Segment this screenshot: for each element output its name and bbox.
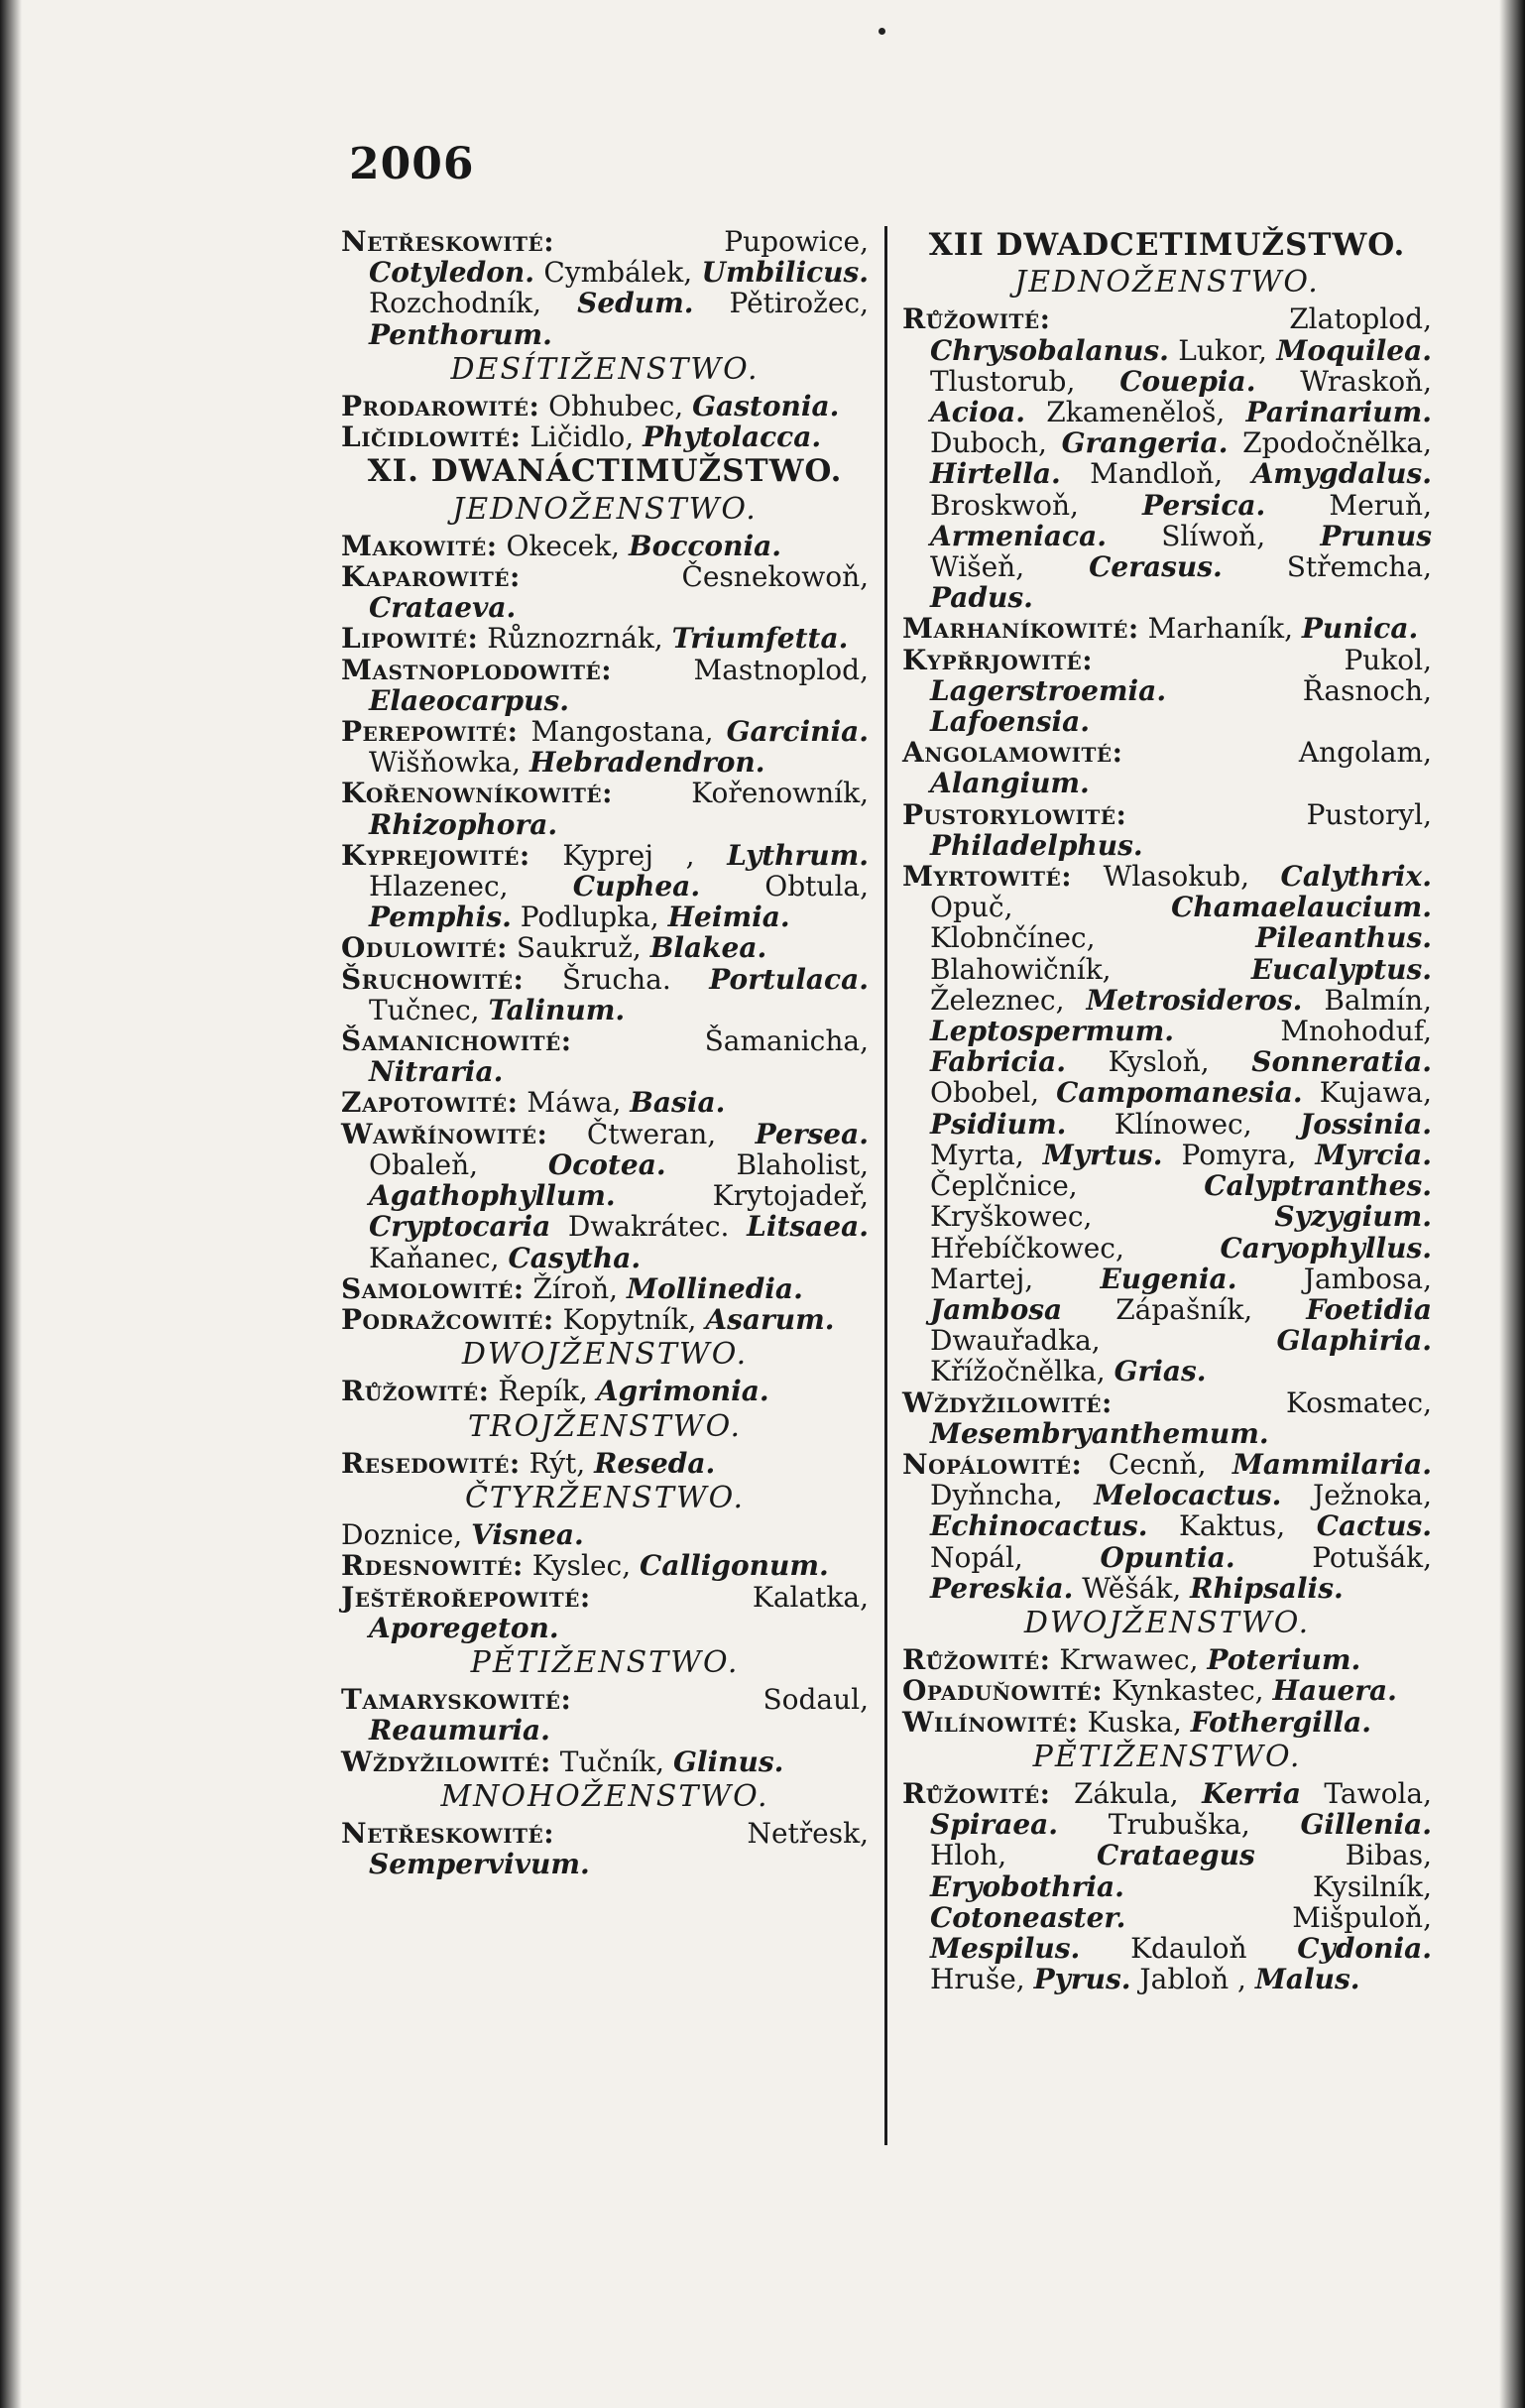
czech-text: Pukol,	[1093, 643, 1432, 676]
family-entry	[341, 716, 869, 778]
latin-genus: Crataegus	[1096, 1839, 1255, 1872]
latin-genus: Heimia.	[667, 901, 790, 934]
latin-genus: Basia.	[630, 1086, 726, 1120]
czech-text: Kosmatec,	[1112, 1385, 1432, 1419]
czech-text: Řasnoch,	[1166, 673, 1432, 707]
latin-genus: Sedum.	[577, 287, 694, 320]
latin-genus: Cerasus.	[1089, 550, 1223, 584]
latin-genus: Umbilicus.	[701, 256, 869, 290]
family-name: Wždyžilowité:	[902, 1385, 1113, 1419]
family-entry	[902, 1778, 1432, 1994]
czech-text: Myrta,	[930, 1138, 1043, 1171]
czech-text: Netřesk,	[554, 1816, 869, 1850]
family-entry	[902, 1707, 1432, 1738]
czech-text: Kuska,	[1078, 1705, 1191, 1739]
czech-text: Balmín,	[1302, 983, 1432, 1017]
czech-text: Kořenowník,	[612, 777, 869, 810]
latin-genus: Opuntia.	[1100, 1540, 1235, 1574]
latin-genus: Lagerstroemia.	[930, 673, 1167, 707]
latin-genus: Jambosa	[930, 1292, 1063, 1326]
czech-text: Blaholist,	[665, 1147, 869, 1181]
latin-genus: Cydonia.	[1297, 1931, 1432, 1965]
czech-text: Meruň,	[1265, 488, 1432, 522]
latin-genus: Casytha.	[508, 1241, 642, 1274]
family-entry	[341, 840, 869, 933]
czech-text: Obtula,	[700, 870, 869, 903]
family-name: Angolamowité:	[902, 736, 1123, 770]
czech-text: Hloh,	[930, 1839, 1097, 1872]
class-heading: XII DWADCETIMUŽSTWO.	[928, 227, 1406, 263]
latin-genus: Blakea.	[649, 931, 767, 965]
latin-genus: Pileanthus.	[1255, 921, 1432, 955]
latin-genus: Triumfetta.	[671, 622, 849, 656]
family-name: Tamaryskowité:	[341, 1683, 572, 1717]
family-name: Perepowité:	[341, 715, 519, 749]
czech-text: Kaňanec,	[369, 1241, 509, 1274]
czech-text: Blahowičník,	[930, 952, 1251, 986]
latin-genus: Glaphiria.	[1276, 1324, 1432, 1358]
order-heading: ČTYRŽENSTWO.	[464, 1480, 746, 1515]
latin-genus: Parinarium.	[1245, 396, 1432, 429]
family-name: Myrtowité:	[902, 860, 1073, 894]
czech-text: Kaktus,	[1147, 1509, 1317, 1543]
czech-text: Marhaník,	[1138, 612, 1302, 646]
latin-genus: Metrosideros.	[1086, 983, 1303, 1017]
czech-text: Kysilník,	[1123, 1869, 1432, 1903]
family-entry	[341, 655, 869, 716]
latin-genus: Syzygium.	[1274, 1200, 1432, 1234]
czech-text: Cecnň,	[1082, 1447, 1232, 1481]
latin-genus: Hauera.	[1272, 1674, 1397, 1708]
order-heading: TROJŽENSTWO.	[468, 1408, 742, 1444]
czech-text: Bibas,	[1254, 1839, 1432, 1872]
family-entry	[341, 1376, 869, 1406]
latin-genus: Reaumuria.	[369, 1714, 550, 1747]
family-name: Prodarowité:	[341, 390, 540, 423]
family-entry	[341, 561, 869, 623]
czech-text: Křížočnělka,	[930, 1355, 1114, 1388]
family-name: Wždyžilowité:	[341, 1745, 551, 1778]
order-heading: DWOJŽENSTWO.	[461, 1337, 749, 1373]
latin-genus: Crataeva.	[369, 591, 517, 625]
czech-text: Ličidlo,	[521, 421, 644, 454]
family-entry	[902, 303, 1432, 613]
czech-text: Pětirožec,	[693, 287, 869, 320]
family-name: Opaduňowité:	[902, 1674, 1104, 1708]
latin-genus: Elaeocarpus.	[369, 683, 570, 717]
latin-genus: Lafoensia.	[930, 705, 1091, 739]
latin-genus: Myrtus.	[1042, 1138, 1163, 1171]
family-entry	[341, 623, 869, 654]
czech-text: Kysloň,	[1066, 1045, 1252, 1079]
czech-text: Wlasokub,	[1072, 860, 1281, 894]
czech-text: Trubuška,	[1058, 1808, 1301, 1842]
latin-genus: Cuphea.	[572, 870, 701, 903]
order-heading: JEDNOŽENSTWO.	[452, 491, 758, 527]
latin-genus: Poterium.	[1207, 1643, 1361, 1677]
family-name: Netřeskowité:	[341, 225, 555, 258]
latin-genus: Hebradendron.	[528, 746, 765, 780]
right-column	[902, 226, 1432, 1994]
latin-genus: Reseda.	[594, 1446, 716, 1480]
family-name: Kypřrjowité:	[902, 643, 1094, 676]
czech-text: Krwawec,	[1050, 1643, 1208, 1677]
left-column	[341, 226, 869, 1879]
czech-text: Různozrnák,	[478, 622, 672, 656]
czech-text: Podlupka,	[511, 901, 668, 934]
latin-genus: Penthorum.	[369, 317, 552, 351]
czech-text: Krytojadeř,	[615, 1179, 869, 1213]
latin-genus: Glinus.	[672, 1745, 784, 1778]
latin-genus: Ocotea.	[547, 1147, 666, 1181]
czech-text: Kryškowec,	[930, 1200, 1275, 1234]
czech-text: Železnec,	[930, 983, 1087, 1017]
order-heading: MNOHOŽENSTWO.	[440, 1778, 769, 1814]
family-entry	[341, 1448, 869, 1479]
latin-genus: Pemphis.	[369, 901, 512, 934]
czech-text: Mišpuloň,	[1125, 1900, 1432, 1934]
family-name: Podražcowité:	[341, 1302, 554, 1336]
czech-text: Zkameněloš,	[1024, 396, 1246, 429]
czech-text: Martej,	[930, 1262, 1101, 1295]
family-name: Zapotowité:	[341, 1086, 519, 1120]
latin-genus: Alangium.	[930, 767, 1090, 800]
latin-genus: Cactus.	[1316, 1509, 1432, 1543]
czech-text: Potušák,	[1234, 1540, 1432, 1574]
latin-genus: Calythrix.	[1280, 860, 1432, 894]
czech-text: Pomyra,	[1162, 1138, 1316, 1171]
family-entry	[341, 1550, 869, 1581]
czech-text: Tučník,	[550, 1745, 673, 1778]
czech-text: Čtweran,	[547, 1117, 756, 1150]
latin-genus: Phytolacca.	[643, 421, 822, 454]
czech-text: Čeplčnice,	[930, 1169, 1205, 1203]
czech-text: Tlustorub,	[930, 364, 1120, 398]
family-name: Kyprejowité:	[341, 838, 530, 872]
family-name: Samolowité:	[341, 1271, 525, 1305]
czech-text: Saukruž,	[507, 931, 650, 965]
family-name: Šruchowité:	[341, 962, 525, 996]
czech-text: Hřebíčkowec,	[930, 1231, 1221, 1264]
latin-genus: Eugenia.	[1100, 1262, 1237, 1295]
czech-text: Rýt,	[520, 1446, 595, 1480]
czech-text: Mangostana,	[518, 715, 727, 749]
latin-genus: Aporegeton.	[369, 1611, 559, 1644]
czech-text: Sodaul,	[571, 1683, 869, 1717]
latin-genus: Grias.	[1114, 1355, 1207, 1388]
czech-text: Kujawa,	[1302, 1076, 1432, 1110]
latin-genus: Visnea.	[471, 1518, 584, 1552]
latin-genus: Gillenia.	[1300, 1808, 1432, 1842]
family-entry	[902, 799, 1432, 861]
family-entry	[902, 861, 1432, 1386]
czech-text: Okecek,	[497, 529, 629, 562]
czech-text: Zákula,	[1050, 1776, 1203, 1810]
latin-genus: Fabricia.	[930, 1045, 1067, 1079]
czech-text: Slíwoň,	[1107, 519, 1321, 552]
czech-text: Tučnec,	[369, 993, 489, 1026]
czech-text: Klínowec,	[1066, 1107, 1301, 1141]
latin-genus: Hirtella.	[930, 457, 1061, 491]
latin-genus: Rhizophora.	[369, 807, 558, 841]
czech-text: Nopál,	[930, 1540, 1101, 1574]
czech-text: Mnohoduf,	[1173, 1015, 1432, 1048]
family-entry	[902, 1644, 1432, 1675]
czech-text: Střemcha,	[1222, 550, 1432, 584]
family-entry	[341, 1818, 869, 1879]
latin-genus: Psidium.	[930, 1107, 1067, 1141]
family-name: Kořenowníkowité:	[341, 777, 613, 810]
czech-text: Wišňowka,	[369, 746, 529, 780]
latin-genus: Punica.	[1301, 612, 1419, 646]
order-heading: PĚTIŽENSTWO.	[1032, 1739, 1302, 1774]
czech-text: Mastnoplod,	[612, 653, 869, 686]
family-name: Lipowité:	[341, 622, 479, 656]
ink-dot	[879, 28, 885, 35]
family-name: Makowité:	[341, 529, 498, 562]
latin-genus: Echinocactus.	[930, 1509, 1148, 1543]
latin-genus: Amygdalus.	[1251, 457, 1432, 491]
column-divider	[884, 226, 887, 2145]
latin-genus: Talinum.	[488, 993, 626, 1026]
latin-genus: Litsaea.	[747, 1210, 869, 1244]
latin-genus: Campomanesia.	[1056, 1076, 1303, 1110]
order-heading: PĚTIŽENSTWO.	[470, 1644, 740, 1680]
czech-text: Dwauřadka,	[930, 1324, 1277, 1358]
czech-text: Máwa,	[518, 1086, 631, 1120]
czech-text: Zlatoplod,	[1050, 302, 1432, 336]
czech-text: Hruše,	[930, 1963, 1034, 1996]
czech-text: Wěšák,	[1073, 1571, 1191, 1605]
family-entry	[341, 1582, 869, 1643]
family-entry	[341, 1684, 869, 1746]
family-name: Marhaníkowité:	[902, 612, 1139, 646]
latin-genus: Moquilea.	[1276, 333, 1432, 367]
family-name: Netřeskowité:	[341, 1816, 555, 1850]
family-name: Resedowité:	[341, 1446, 521, 1480]
czech-text: Kalatka,	[590, 1580, 869, 1614]
latin-genus: Myrcia.	[1315, 1138, 1432, 1171]
latin-genus: Prunus	[1320, 519, 1432, 552]
latin-genus: Kerria	[1202, 1776, 1301, 1810]
family-name: Růžowité:	[902, 1643, 1051, 1677]
family-entry	[341, 1119, 869, 1273]
latin-genus: Sonneratia.	[1251, 1045, 1432, 1079]
family-name: Šamanichowité:	[341, 1024, 572, 1058]
czech-text: Zpodočnělka,	[1228, 426, 1432, 460]
family-name: Wilínowité:	[902, 1705, 1079, 1739]
czech-text: Kyprej ,	[529, 838, 728, 872]
latin-genus: Lythrum.	[727, 838, 869, 872]
latin-genus: Gastonia.	[692, 390, 840, 423]
czech-text: Pustoryl,	[1126, 797, 1432, 831]
family-entry	[341, 226, 869, 350]
czech-text: Pupowice,	[554, 225, 869, 258]
latin-genus: Mesembryanthemum.	[930, 1416, 1269, 1450]
latin-genus: Mollinedia.	[626, 1271, 803, 1305]
latin-genus: Malus.	[1254, 1963, 1360, 1996]
family-entry	[341, 1519, 869, 1550]
family-name: Růžowité:	[341, 1375, 490, 1408]
latin-genus: Sempervivum.	[369, 1848, 590, 1881]
family-entry	[902, 737, 1432, 798]
czech-text: Mandloň,	[1060, 457, 1252, 491]
latin-genus: Rhipsalis.	[1190, 1571, 1344, 1605]
czech-text: Jambosa,	[1236, 1262, 1432, 1295]
czech-text: Česnekowoň,	[520, 560, 869, 594]
latin-genus: Pereskia.	[930, 1571, 1074, 1605]
family-entry	[341, 391, 869, 421]
family-entry	[902, 1387, 1432, 1449]
latin-genus: Fothergilla.	[1190, 1705, 1372, 1739]
family-entry	[902, 645, 1432, 738]
czech-text: Dwakrátec.	[550, 1210, 748, 1244]
family-entry	[341, 1273, 869, 1304]
latin-genus: Mespilus.	[930, 1931, 1081, 1965]
family-entry	[341, 932, 869, 963]
latin-genus: Cryptocaria	[369, 1210, 551, 1244]
latin-genus: Eryobothria.	[930, 1869, 1124, 1903]
latin-genus: Garcinia.	[726, 715, 869, 749]
family-entry	[341, 1087, 869, 1118]
czech-text: Jabloň ,	[1130, 1963, 1255, 1996]
latin-genus: Pyrus.	[1033, 1963, 1131, 1996]
czech-text: Kyslec,	[523, 1549, 641, 1583]
latin-genus: Armeniaca.	[930, 519, 1107, 552]
czech-text: Žíroň,	[524, 1271, 627, 1305]
czech-text: Kopytník,	[553, 1302, 706, 1336]
latin-genus: Grangeria.	[1061, 426, 1229, 460]
czech-text: Obobel,	[930, 1076, 1057, 1110]
czech-text: Hlazenec,	[369, 870, 573, 903]
latin-genus: Jossinia.	[1300, 1107, 1432, 1141]
latin-genus: Agrimonia.	[596, 1375, 769, 1408]
family-entry	[341, 531, 869, 561]
latin-genus: Cotyledon.	[369, 256, 534, 290]
latin-genus: Philadelphus.	[930, 828, 1143, 862]
family-name: Nopálowité:	[902, 1447, 1083, 1481]
latin-genus: Caryophyllus.	[1220, 1231, 1432, 1264]
latin-genus: Bocconia.	[628, 529, 781, 562]
class-heading: XI. DWANÁCTIMUŽSTWO.	[367, 453, 843, 490]
family-name: Růžowité:	[902, 1776, 1051, 1810]
latin-genus: Acioa.	[930, 396, 1025, 429]
family-entry	[341, 421, 869, 452]
czech-text: Angolam,	[1122, 736, 1432, 770]
family-name: Rdesnowité:	[341, 1549, 524, 1583]
family-entry	[341, 1746, 869, 1777]
latin-genus: Padus.	[930, 581, 1033, 615]
latin-genus: Asarum.	[705, 1302, 835, 1336]
family-entry	[902, 1675, 1432, 1706]
latin-genus: Couepia.	[1119, 364, 1256, 398]
order-heading: DESÍTIŽENSTWO.	[450, 351, 760, 387]
czech-text: Kdauloň	[1080, 1931, 1298, 1965]
family-name: Mastnoplodowité:	[341, 653, 613, 686]
czech-text: Ježnoka,	[1281, 1479, 1432, 1512]
family-name: Kaparowité:	[341, 560, 521, 594]
czech-text: Klobnčínec,	[930, 921, 1256, 955]
latin-genus: Mammilaria.	[1232, 1447, 1432, 1481]
family-name: Ličidlowité:	[341, 421, 522, 454]
family-entry	[902, 1449, 1432, 1604]
czech-text: Kynkastec,	[1103, 1674, 1273, 1708]
family-entry	[341, 964, 869, 1025]
latin-genus: Spiraea.	[930, 1808, 1059, 1842]
latin-genus: Foetidia	[1306, 1292, 1432, 1326]
latin-genus: Chrysobalanus.	[930, 333, 1169, 367]
latin-genus: Chamaelaucium.	[1171, 891, 1432, 924]
latin-genus: Persica.	[1142, 488, 1266, 522]
family-name: Růžowité:	[902, 302, 1051, 336]
czech-text: Doznice,	[341, 1518, 472, 1552]
latin-genus: Nitraria.	[369, 1055, 504, 1089]
latin-genus: Melocactus.	[1094, 1479, 1282, 1512]
latin-genus: Calyptranthes.	[1204, 1169, 1432, 1203]
family-name: Wawřínowité:	[341, 1117, 548, 1150]
latin-genus: Persea.	[755, 1117, 869, 1150]
family-entry	[902, 613, 1432, 644]
czech-text: Duboch,	[930, 426, 1062, 460]
family-name: Ještěrořepowité:	[341, 1580, 591, 1614]
latin-genus: Portulaca.	[709, 962, 869, 996]
czech-text: Wraskoň,	[1255, 364, 1432, 398]
family-name: Odulowité:	[341, 931, 508, 965]
family-name: Pustorylowité:	[902, 797, 1127, 831]
czech-text: Šamanicha,	[571, 1024, 869, 1058]
latin-genus: Leptospermum.	[930, 1015, 1174, 1048]
latin-genus: Agathophyllum.	[369, 1179, 616, 1213]
latin-genus: Calligonum.	[640, 1549, 829, 1583]
latin-genus: Eucalyptus.	[1250, 952, 1432, 986]
latin-genus: Cotoneaster.	[930, 1900, 1126, 1934]
page-number: 2006	[349, 139, 475, 189]
czech-text: Řepík,	[489, 1375, 597, 1408]
czech-text: Wišeň,	[930, 550, 1090, 584]
czech-text: Cymbálek,	[533, 256, 702, 290]
order-heading: DWOJŽENSTWO.	[1023, 1605, 1311, 1640]
czech-text: Opuč,	[930, 891, 1172, 924]
czech-text: Šrucha.	[524, 962, 710, 996]
czech-text: Tawola,	[1300, 1776, 1432, 1810]
family-entry	[341, 778, 869, 839]
czech-text: Lukor,	[1168, 333, 1277, 367]
czech-text: Zápašník,	[1062, 1292, 1307, 1326]
czech-text: Obhubec,	[539, 390, 693, 423]
czech-text: Dyňncha,	[930, 1479, 1095, 1512]
order-heading: JEDNOŽENSTWO.	[1014, 265, 1320, 301]
czech-text: Rozchodník,	[369, 287, 578, 320]
family-entry	[341, 1304, 869, 1335]
family-entry	[341, 1025, 869, 1087]
czech-text: Broskwoň,	[930, 488, 1143, 522]
czech-text: Obaleň,	[369, 1147, 548, 1181]
